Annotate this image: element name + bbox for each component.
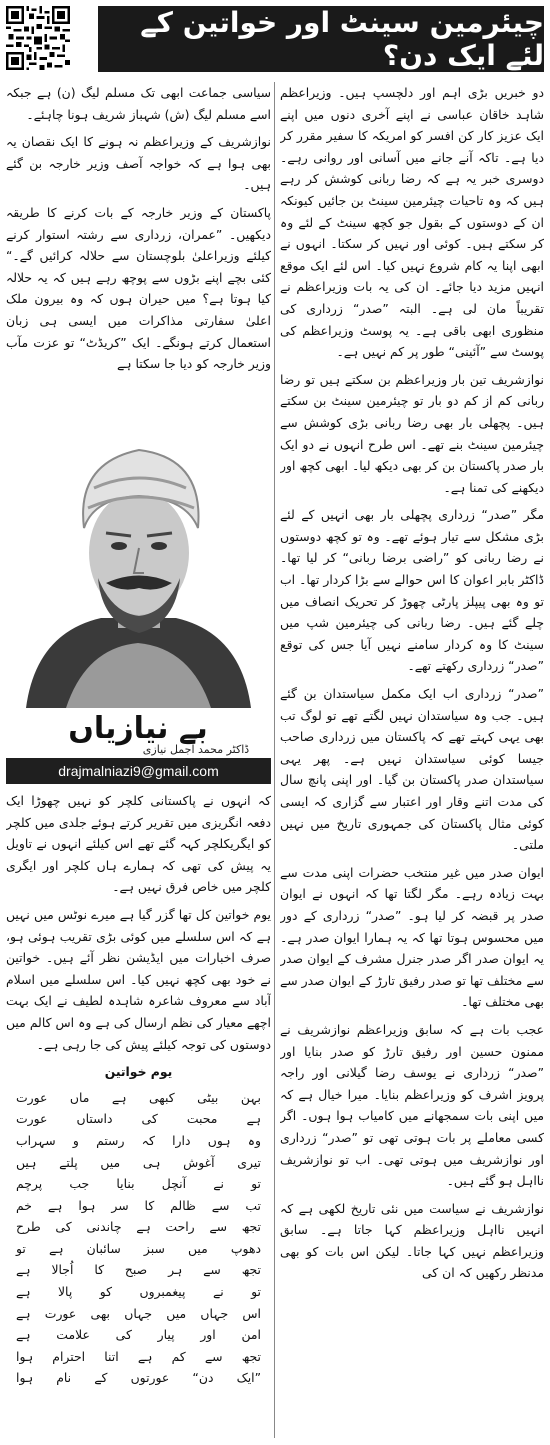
poem-line: تو نے پیغمبروں کو پالا ہے: [16, 1284, 261, 1300]
poem-line: تو نے آنچل بنایا جب پرچم: [16, 1176, 261, 1192]
author-name: ڈاکٹر محمد اجمل نیازی: [142, 743, 250, 756]
paragraph: دو خبریں بڑی اہم اور دلچسپ ہیں۔ وزیراعظم شاہد خاقان عباسی نے اپنے آخری دنوں میں اپنے ایک عزیز کار کن افسر کو امریکہ کا سفیر مقرر کر دیا ہے۔ تاکہ آنے جانے میں آسانی اور روانی رہے۔ دوسری خبر یہ ہے کہ رضا ربانی کوشش کر رہے ہیں کہ وہ تاحیات چیئرمین سینٹ بن جائیں کیونکہ ان کے دوستوں کے بقول جو کچھ سینٹ کے لئے وہ کر سکتے ہیں۔ کوئی اور نہیں کر سکتا۔ انہوں نے ابھی اپنا یہ کام شروع نہیں کیا۔ اس لئے ایک موقع انہیں مزید دیا جائے۔ ان کی یہ بات وزیراعظم نے تقریباً مان لی ہے۔ البتہ ”صدر“ زرداری کی منظوری ابھی باقی ہے۔ یہ پوسٹ وزیراعظم کی پوسٹ سے ”آئینی“ طور پر کم نہیں ہے۔: [280, 85, 544, 360]
left-column-bottom: [6, 790, 271, 1440]
paragraph: نوازشریف کے وزیراعظم نہ ہونے کا ایک نقصان یہ بھی ہوا ہے کہ خواجہ آصف وزیر خارجہ بن گئے ہیں۔: [6, 134, 271, 193]
poem-line: وہ ہوں دارا کہ رستم و سہراب: [16, 1132, 261, 1148]
header: [6, 6, 544, 72]
paragraph: عجب بات ہے کہ سابق وزیراعظم نوازشریف نے ممنون حسین اور رفیق تارڑ کو صدر بنایا اور ”صدر“ زرداری نے یوسف رضا گیلانی اور راجہ پرویز اشرف کو وزیراعظم بنایا۔ میرا خیال ہے کہ میں اپنی بات سمجھانے میں کامیاب ہوا ہوں۔ اگر کسی معاملے پر بات ہوتی تھی تو ”صدر“ زرداری اور نوازشریف میں ہوتی تھی۔ اب تو نوازشریف نااہل ہو گئے ہیں۔: [280, 1021, 544, 1189]
poem-line: تجھ سے کم ہے اتنا احترام ہوا: [16, 1348, 261, 1364]
poem-line: امن اور پیار کی علامت ہے: [16, 1327, 261, 1343]
poem-line: تب سے ظالم کا سر ہوا ہے خم: [16, 1197, 261, 1213]
paragraph: کہ انہوں نے پاکستانی کلچر کو نہیں چھوڑا ایک دفعہ انگریزی میں تقریر کرتے ہوئے جلدی میں کلچر کو ایگریکلچر کہہ گئے تھے اس کیلئے انہوں نے تاویل یہ پیش کی تھی کہ ہمارے ہاں کلچر اور ایگری کلچر میں خاص فرق نہیں ہے۔: [6, 793, 271, 895]
poem: [6, 1061, 271, 1389]
poem-title: یوم خواتین: [104, 1064, 173, 1080]
column-logo: [6, 708, 271, 756]
paragraph: مگر ”صدر“ زرداری پچھلی بار بھی انہیں کے لئے بڑی مشکل سے تیار ہوئے تھے۔ وہ تو کچھ دوستوں نے رضا ربانی کو ”راضی برضا ربانی“ کر لیا تھا۔ ڈاکٹر بابر اعوان کا اس حوالے سے بڑا کردار تھا۔ اب تو وہ بھی پیپلز پارٹی چھوڑ کر تحریک انصاف میں چلے گئے ہیں۔ رضا ربانی کی چیئرمین شپ میں سینٹ کا وہ کردار سامنے نہیں آیا جس کی توقع ”صدر“ زرداری رکھتے تھے۔: [280, 507, 544, 674]
paragraph: ایوان صدر میں غیر منتخب حضرات اپنی مدت سے بہت زیادہ رہے۔ مگر لگتا تھا کہ انہوں نے ایوان صدر پر قبضہ کر لیا ہو۔ ”صدر“ زرداری کے دور میں محسوس ہوتا تھا کہ یہ ہمارا ایوان صدر ہے۔ یہ ایوان صدر اگر صدر جنرل مشرف کے ایوان صدر سے مختلف تھا تو صدر رفیق تارڑ کے ایوان صدر سے بھی مختلف تھا۔: [280, 864, 544, 1010]
left-column-top: [6, 82, 271, 412]
author-email[interactable]: drajmalniazi9@gmail.com: [6, 758, 271, 784]
author-photo: [6, 418, 271, 708]
paragraph: نوازشریف نے سیاست میں نئی تاریخ لکھی ہے کہ انہیں نااہل وزیراعظم کہا جاتا ہے۔ سابق وزیراعظم نہیں کہا جاتا۔ لیکن اس بات کو بھی مدنظر رکھیں کہ ان کی: [280, 1200, 544, 1281]
headline-bar: [98, 6, 544, 72]
headline: چیئرمین سینٹ اور خواتین کے لئے ایک دن؟: [140, 6, 544, 72]
poem-line: دھوپ میں سبز سائبان ہے تو: [16, 1240, 261, 1256]
paragraph: پاکستان کے وزیر خارجہ کے بات کرنے کا طریقہ دیکھیں۔ ”عمران، زرداری سے رشتہ استوار کرنے کیلئے وزیراعلیٰ بلوچستان سے حلالہ کرائیں گے۔“ کئی بچے اپنے بڑوں سے پوچھ رہے ہیں کہ یہ حلالہ کیا ہوتا ہے؟ میں حیران ہوں کہ وہ بیرون ملک اعلیٰ سفارتی مذاکرات میں ایسی ہی زبان استعمال کرتے ہونگے۔ ایک ”کریڈٹ“ تو عزت مآب وزیر خارجہ کو دیا جا سکتا ہے: [6, 204, 271, 372]
poem-line: ”ایک دن“ عورتوں کے نام ہوا: [16, 1370, 261, 1386]
qr-code-icon: [6, 6, 70, 70]
paragraph: یوم خواتین کل تھا گزر گیا ہے میرے نوٹس میں نہیں ہے کہ اس سلسلے میں کوئی بڑی تقریب ہوئی ہو، صرف اخبارات میں ایڈیشن نظر آئے ہیں۔ خواتین نے خود بھی کچھ نہیں کیا۔ اس سلسلے میں اسلام آباد سے معروف شاعرہ شاہدہ لطیف نے ایک بہت اچھے معیار کی نظم ارسال کی ہے وہ اس کالم میں دوستوں کی توجہ کیلئے پیش کی جا رہی ہے۔: [6, 906, 271, 1052]
poem-line: اس جہاں میں جہاں بھی عورت ہے: [16, 1305, 261, 1321]
poem-line: تجھ سے راحت ہے چاندنی کی طرح: [16, 1219, 261, 1235]
poem-line: بہن بیٹی کبھی ہے ماں عورت: [16, 1089, 261, 1105]
column-divider: [274, 82, 275, 1438]
poem-line: تجھ سے ہر صبح کا اُجالا ہے: [16, 1262, 261, 1278]
paragraph: نوازشریف تین بار وزیراعظم بن سکتے ہیں تو رضا ربانی کم از کم دو بار تو چیئرمین سینٹ بن سکتے ہیں۔ پچھلی بار بھی رضا ربانی بڑی کوشش سے چیئرمین سینٹ بنے تھے۔ اس طرح انہوں نے دو ایک بار صدر پاکستان بن کر بھی دیکھ لیا۔ ابھی کچھ اور دیکھنے کی تمنا ہے۔: [280, 371, 544, 495]
column-name: بے نیازیاں: [68, 711, 208, 746]
paragraph: ”صدر“ زرداری اب ایک مکمل سیاستدان بن گئے ہیں۔ جب وہ سیاستدان نہیں لگتے تھے تو لوگ تب بھی یہی کہتے تھے کہ پاکستان میں زرداری صاحب جیسا کوئی سیاستدان نہیں ہے۔ پھر یہی سیاستدان صدر پاکستان بن گیا۔ اور اپنی پانچ سال کی مدت اتنے وقار اور اعتبار سے گزاری کہ ایسی کوئی مثال پاکستان کی جمہوری تاریخ میں نہیں ملتی۔: [280, 686, 544, 853]
right-column: [280, 82, 544, 1438]
poem-line: ہے محبت کی داستاں عورت: [16, 1111, 261, 1127]
author-portrait-icon: [6, 418, 271, 708]
paragraph: سیاسی جماعت ابھی تک مسلم لیگ (ن) ہے جبکہ اسے مسلم لیگ (ش) شہباز شریف ہونا چاہئے۔: [6, 85, 271, 122]
poem-line: تیری آغوش ہی میں پلتے ہیں: [16, 1154, 261, 1170]
